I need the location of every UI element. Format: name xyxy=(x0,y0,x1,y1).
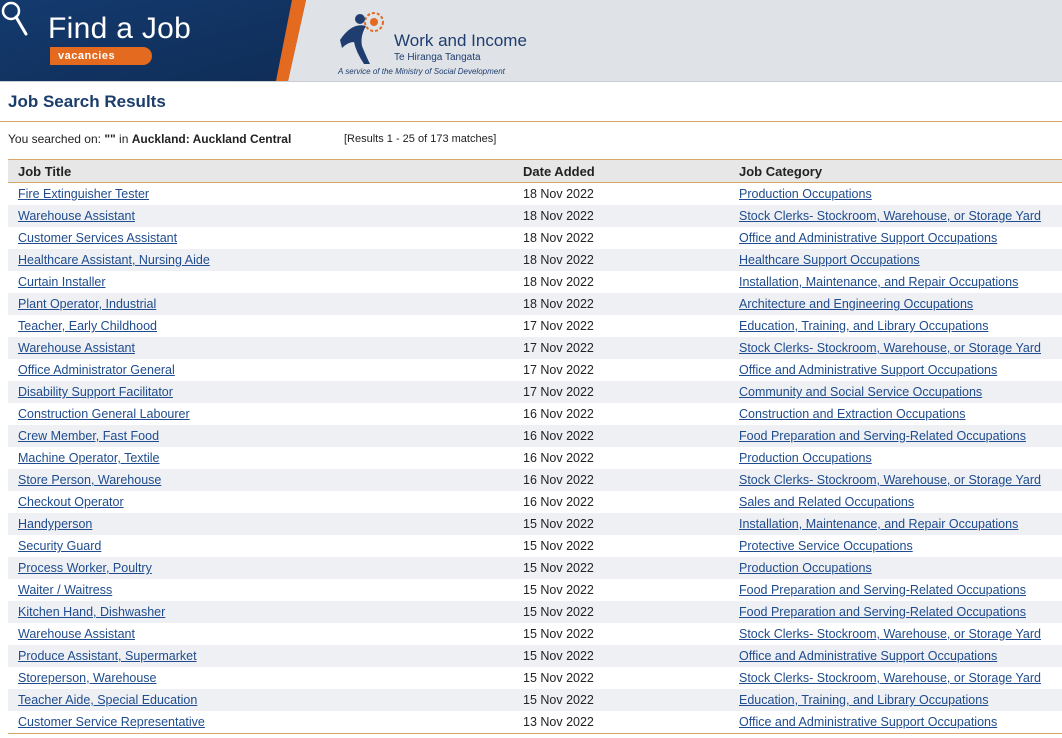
cell-date-added: 15 Nov 2022 xyxy=(523,627,594,641)
cell-date-added: 18 Nov 2022 xyxy=(523,275,594,289)
job-category-link[interactable]: Production Occupations xyxy=(739,187,872,201)
cell-date-added: 17 Nov 2022 xyxy=(523,319,594,333)
cell-date-added: 17 Nov 2022 xyxy=(513,337,729,359)
job-title-link[interactable]: Construction General Labourer xyxy=(18,407,190,421)
cell-date-added: 16 Nov 2022 xyxy=(513,469,729,491)
job-title-link[interactable]: Teacher, Early Childhood xyxy=(18,319,157,333)
cell-job-title xyxy=(8,601,513,623)
job-category-link[interactable]: Installation, Maintenance, and Repair Occupations xyxy=(739,275,1019,289)
table-row xyxy=(8,513,1062,535)
job-category-link[interactable]: Office and Administrative Support Occupations xyxy=(739,715,998,729)
cell-job-title xyxy=(8,513,513,535)
job-title-link[interactable]: Healthcare Assistant, Nursing Aide xyxy=(18,253,210,267)
cell-date-added: 13 Nov 2022 xyxy=(523,715,594,729)
job-category-link[interactable]: Community and Social Service Occupations xyxy=(739,385,983,399)
cell-date-added: 17 Nov 2022 xyxy=(513,381,729,403)
job-title-link[interactable]: Storeperson, Warehouse xyxy=(18,671,157,685)
table-row xyxy=(8,403,1062,425)
cell-job-category xyxy=(729,645,1062,667)
cell-job-category xyxy=(729,557,1062,579)
table-row xyxy=(8,469,1062,491)
job-category-link[interactable]: Sales and Related Occupations xyxy=(739,495,915,509)
job-title-link[interactable]: Fire Extinguisher Tester xyxy=(18,187,150,201)
table-row xyxy=(8,711,1062,733)
cell-date-added: 17 Nov 2022 xyxy=(523,363,594,377)
cell-job-title xyxy=(8,315,513,337)
table-row xyxy=(8,227,1062,249)
job-title-link[interactable]: Customer Services Assistant xyxy=(18,231,178,245)
magnifier-icon xyxy=(0,0,30,40)
job-title-link[interactable]: Store Person, Warehouse xyxy=(18,473,162,487)
job-category-link[interactable]: Stock Clerks- Stockroom, Warehouse, or Storage Yard xyxy=(739,473,1041,487)
cell-job-category xyxy=(729,425,1062,447)
cell-date-added: 15 Nov 2022 xyxy=(523,539,594,553)
table-row xyxy=(8,645,1062,667)
search-prefix: You searched on: xyxy=(8,132,105,146)
cell-date-added: 15 Nov 2022 xyxy=(513,601,729,623)
search-location: Auckland: Auckland Central xyxy=(131,132,292,146)
cell-date-added: 18 Nov 2022 xyxy=(523,187,594,201)
job-category-link[interactable]: Office and Administrative Support Occupations xyxy=(739,649,998,663)
job-category-link[interactable]: Construction and Extraction Occupations xyxy=(739,407,966,421)
table-row xyxy=(8,293,1062,315)
cell-job-category xyxy=(729,403,1062,425)
cell-job-title xyxy=(8,535,513,557)
cell-job-category xyxy=(729,579,1062,601)
header-job-category[interactable]: Job Category xyxy=(729,160,1062,183)
search-in: in xyxy=(115,132,132,146)
cell-job-category xyxy=(729,183,1062,206)
cell-job-category xyxy=(729,205,1062,227)
org-maori-name: Te Hiranga Tangata xyxy=(394,52,481,63)
header-job-title[interactable]: Job Title xyxy=(8,160,513,183)
job-category-link[interactable]: Office and Administrative Support Occupations xyxy=(739,231,998,245)
table-row xyxy=(8,623,1062,645)
search-term: "" xyxy=(104,132,116,146)
title-divider xyxy=(0,121,1062,122)
cell-job-category xyxy=(729,513,1062,535)
cell-job-title xyxy=(8,645,513,667)
cell-date-added: 15 Nov 2022 xyxy=(513,557,729,579)
cell-date-added: 18 Nov 2022 xyxy=(513,293,729,315)
job-title-link[interactable]: Handyperson xyxy=(18,517,93,531)
job-category-link[interactable]: Stock Clerks- Stockroom, Warehouse, or Storage Yard xyxy=(739,341,1041,355)
table-body xyxy=(8,183,1062,734)
job-title-link[interactable]: Disability Support Facilitator xyxy=(18,385,173,399)
cell-date-added: 16 Nov 2022 xyxy=(523,495,594,509)
cell-date-added: 16 Nov 2022 xyxy=(513,425,729,447)
results-count: [Results 1 - 25 of 173 matches] xyxy=(344,133,497,145)
site-header xyxy=(0,0,1062,82)
table-row xyxy=(8,667,1062,689)
job-title-link[interactable]: Machine Operator, Textile xyxy=(18,451,160,465)
table-header-row xyxy=(8,160,1062,183)
cell-job-title xyxy=(8,249,513,271)
job-category-link[interactable]: Food Preparation and Serving-Related Occupations xyxy=(739,429,1026,443)
job-title-link[interactable]: Security Guard xyxy=(18,539,102,553)
cell-date-added: 15 Nov 2022 xyxy=(523,583,594,597)
job-title-link[interactable]: Checkout Operator xyxy=(18,495,124,509)
page-title: Job Search Results xyxy=(8,92,166,111)
cell-job-title xyxy=(8,689,513,711)
job-category-link[interactable]: Protective Service Occupations xyxy=(739,539,913,553)
cell-job-title xyxy=(8,469,513,491)
job-title-link[interactable]: Office Administrator General xyxy=(18,363,175,377)
cell-job-category xyxy=(729,491,1062,513)
cell-job-title xyxy=(8,337,513,359)
cell-job-category xyxy=(729,359,1062,381)
job-category-link[interactable]: Production Occupations xyxy=(739,561,872,575)
job-category-link[interactable]: Healthcare Support Occupations xyxy=(739,253,920,267)
cell-job-title xyxy=(8,667,513,689)
job-category-link[interactable]: Food Preparation and Serving-Related Occupations xyxy=(739,605,1026,619)
cell-job-title xyxy=(8,205,513,227)
cell-date-added: 15 Nov 2022 xyxy=(513,513,729,535)
job-category-link[interactable]: Education, Training, and Library Occupations xyxy=(739,693,989,707)
cell-date-added: 15 Nov 2022 xyxy=(523,671,594,685)
cell-date-added: 18 Nov 2022 xyxy=(513,249,729,271)
search-summary xyxy=(8,132,291,146)
table-row xyxy=(8,689,1062,711)
vacancies-badge: vacancies xyxy=(50,47,152,65)
cell-job-category xyxy=(729,315,1062,337)
cell-job-category xyxy=(729,381,1062,403)
job-category-link[interactable]: Installation, Maintenance, and Repair Occupations xyxy=(739,517,1019,531)
job-title-link[interactable]: Warehouse Assistant xyxy=(18,209,135,223)
job-title-link[interactable]: Curtain Installer xyxy=(18,275,106,289)
table-bottom-divider xyxy=(8,733,1062,734)
cell-job-title xyxy=(8,425,513,447)
cell-job-title xyxy=(8,447,513,469)
job-title-link[interactable]: Waiter / Waitress xyxy=(18,583,113,597)
cell-job-title xyxy=(8,227,513,249)
cell-date-added: 18 Nov 2022 xyxy=(513,205,729,227)
table-row xyxy=(8,447,1062,469)
job-title-link[interactable]: Process Worker, Poultry xyxy=(18,561,152,575)
cell-date-added: 15 Nov 2022 xyxy=(513,645,729,667)
table-row xyxy=(8,557,1062,579)
job-category-link[interactable]: Production Occupations xyxy=(739,451,872,465)
table-row xyxy=(8,601,1062,623)
job-title-link[interactable]: Warehouse Assistant xyxy=(18,627,135,641)
job-category-link[interactable]: Office and Administrative Support Occupations xyxy=(739,363,998,377)
job-category-link[interactable]: Education, Training, and Library Occupations xyxy=(739,319,989,333)
cell-job-title xyxy=(8,403,513,425)
org-service-line: A service of the Ministry of Social Development xyxy=(338,67,505,76)
table-row xyxy=(8,315,1062,337)
header-date-added[interactable]: Date Added xyxy=(513,160,729,183)
cell-job-category xyxy=(729,601,1062,623)
cell-job-title xyxy=(8,359,513,381)
job-title-link[interactable]: Customer Service Representative xyxy=(18,715,205,729)
cell-job-title xyxy=(8,711,513,733)
cell-job-category xyxy=(729,667,1062,689)
job-title-link[interactable]: Warehouse Assistant xyxy=(18,341,135,355)
table-row xyxy=(8,359,1062,381)
table-row xyxy=(8,425,1062,447)
table-row xyxy=(8,579,1062,601)
work-and-income-logo-icon xyxy=(336,8,392,68)
job-title-link[interactable]: Produce Assistant, Supermarket xyxy=(18,649,197,663)
cell-date-added: 15 Nov 2022 xyxy=(513,689,729,711)
job-category-link[interactable]: Stock Clerks- Stockroom, Warehouse, or Storage Yard xyxy=(739,209,1041,223)
table-row xyxy=(8,205,1062,227)
cell-job-category xyxy=(729,447,1062,469)
cell-job-title xyxy=(8,293,513,315)
cell-job-category xyxy=(729,337,1062,359)
job-title-link[interactable]: Crew Member, Fast Food xyxy=(18,429,160,443)
cell-job-title xyxy=(8,557,513,579)
table-row xyxy=(8,249,1062,271)
cell-job-category xyxy=(729,469,1062,491)
job-category-link[interactable]: Stock Clerks- Stockroom, Warehouse, or Storage Yard xyxy=(739,671,1041,685)
find-a-job-title: Find a Job xyxy=(48,12,192,45)
cell-job-title xyxy=(8,491,513,513)
cell-job-category xyxy=(729,623,1062,645)
table-row xyxy=(8,381,1062,403)
cell-job-category xyxy=(729,227,1062,249)
cell-job-category xyxy=(729,293,1062,315)
cell-date-added: 18 Nov 2022 xyxy=(523,231,594,245)
job-category-link[interactable]: Architecture and Engineering Occupations xyxy=(739,297,974,311)
org-name: Work and Income xyxy=(394,31,527,50)
job-category-link[interactable]: Food Preparation and Serving-Related Occupations xyxy=(739,583,1026,597)
table-row xyxy=(8,491,1062,513)
cell-job-category xyxy=(729,689,1062,711)
job-results-table xyxy=(8,159,1062,733)
find-a-job-logo[interactable] xyxy=(0,0,306,81)
job-category-link[interactable]: Stock Clerks- Stockroom, Warehouse, or Storage Yard xyxy=(739,627,1041,641)
cell-job-title xyxy=(8,623,513,645)
table-row xyxy=(8,337,1062,359)
cell-date-added: 16 Nov 2022 xyxy=(523,407,594,421)
cell-job-title xyxy=(8,183,513,206)
job-title-link[interactable]: Plant Operator, Industrial xyxy=(18,297,157,311)
table-row xyxy=(8,535,1062,557)
table-row xyxy=(8,271,1062,293)
cell-job-title xyxy=(8,271,513,293)
cell-job-category xyxy=(729,249,1062,271)
cell-job-category xyxy=(729,535,1062,557)
job-title-link[interactable]: Teacher Aide, Special Education xyxy=(18,693,198,707)
cell-job-title xyxy=(8,381,513,403)
table-row xyxy=(8,183,1062,206)
cell-job-category xyxy=(729,271,1062,293)
cell-job-title xyxy=(8,579,513,601)
job-title-link[interactable]: Kitchen Hand, Dishwasher xyxy=(18,605,166,619)
cell-job-category xyxy=(729,711,1062,733)
cell-date-added: 16 Nov 2022 xyxy=(523,451,594,465)
